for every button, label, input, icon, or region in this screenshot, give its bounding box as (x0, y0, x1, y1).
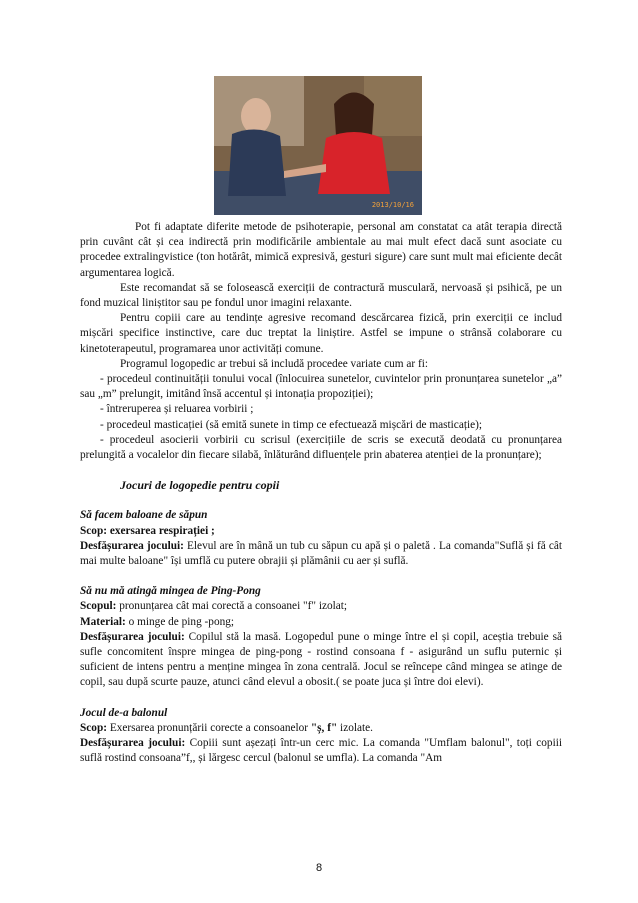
game-title: Jocul de-a balonul (80, 706, 168, 719)
description-text: Elevul are în mână un tub cu săpun cu apă și o paletă . La comanda"Suflă și fă cât mai multe baloane" își umflă cu putere obrajii și plămânii cu aer și suflă. (80, 539, 562, 568)
material-label: Material: (80, 615, 126, 628)
paragraph: Programul logopedic ar trebui să includă procedee variate cum ar fi: (120, 357, 429, 370)
page-number: 8 (315, 862, 323, 874)
game-scope (80, 524, 562, 539)
scope-label: Scop: exersarea respirației ; (80, 524, 215, 537)
photo-date-stamp: 2013/10/16 (371, 201, 414, 209)
photo-illustration (214, 76, 422, 215)
body-text (80, 220, 562, 767)
game-description (80, 539, 562, 569)
game-scope (80, 721, 562, 736)
scope-text: pronunțarea cât mai corectă a consoanei "f" izolat; (116, 600, 348, 613)
scope-end: izolate. (337, 721, 373, 734)
scope-label: Scop: (80, 721, 107, 734)
description-text: Copilul stă la masă. Logopedul pune o minge între el și copil, aceștia trebuie să sufle concomitent înspre mingea de ping-pong - rostind consoana f - asigurând un suflu puternic și suficient de intens pentru a menține mingea în zona centrală. Jocul se reîncepe când mingea se atinge de copil, sau după scurte pauze, atunci când elevul a obosit.( se poate juca și între doi elevi). (80, 630, 562, 689)
game-title: Să facem baloane de săpun (80, 509, 208, 522)
description-text: Copiii sunt așezați într-un cerc mic. La comanda "Umflam balonul", toți copiii suflă rostind consoana”f,, și lărgesc cercul (balonul se umfla). La comanda "Am (80, 737, 562, 765)
paragraph: Este recomandat să se folosească exerciții de contractură musculară, nervoasă și psihică, pe un fond muzical liniștitor sau pe fondul unor imagini relaxante. (80, 281, 562, 310)
game-description (80, 736, 562, 766)
game-title: Să nu mă atingă mingea de Ping-Pong (80, 585, 261, 598)
list-item: - procedeul masticației (să emită sunete in timp ce efectuează mișcări de masticație); (100, 418, 483, 431)
scope-text: Exersarea pronunțării corecte a consoanelor (107, 721, 311, 734)
therapy-photo (214, 76, 422, 215)
material-text: o minge de ping -pong; (125, 615, 235, 628)
game-scope (80, 599, 562, 614)
game-description (80, 630, 562, 691)
scope-consonants: "ș, f" (310, 721, 338, 734)
list-item: - procedeul asocierii vorbirii cu scrisul (exercițiile de scris se execută deodată cu pronunțarea prelungită a vocalelor din fiecare silabă, înlăturând difluențele prin abaterea atenției de la pronunțare); (80, 433, 562, 462)
description-label: Desfășurarea jocului: (80, 539, 184, 552)
paragraph: Pentru copiii care au tendințe agresive recomand descărcarea fizică, prin exerciții ce includ mișcări specifice instinctive, care duc treptat la liniștire. Astfel se impune o strânsă colaborare cu kinetoterapeutul, programarea unor activități comune. (80, 312, 562, 355)
game-material (80, 615, 562, 630)
description-label: Desfășurarea jocului: (80, 630, 185, 643)
section-title: Jocuri de logopedie pentru copii (120, 478, 280, 493)
scope-label: Scopul: (80, 600, 117, 613)
description-label: Desfășurarea jocului: (80, 737, 186, 750)
paragraph: Pot fi adaptate diferite metode de psihoterapie, personal am constatat ca atât terapia directă prin cuvânt cât și cea indirectă prin modificările ambientale au mai mult efect dacă sunt asociate cu procedee extralingvistice (ton hotărât, mimică expresivă, gesturi sigure) care sunt mult mai eficiente decât argumentarea logică. (80, 221, 562, 279)
list-item: - întreruperea și reluarea vorbirii ; (100, 403, 254, 416)
list-item: - procedeul continuității tonului vocal (înlocuirea sunetelor, cuvintelor prin pronunțarea sunetelor „a” sau „m” prelungit, imitând însă accentul și intonația propoziției); (80, 373, 562, 401)
